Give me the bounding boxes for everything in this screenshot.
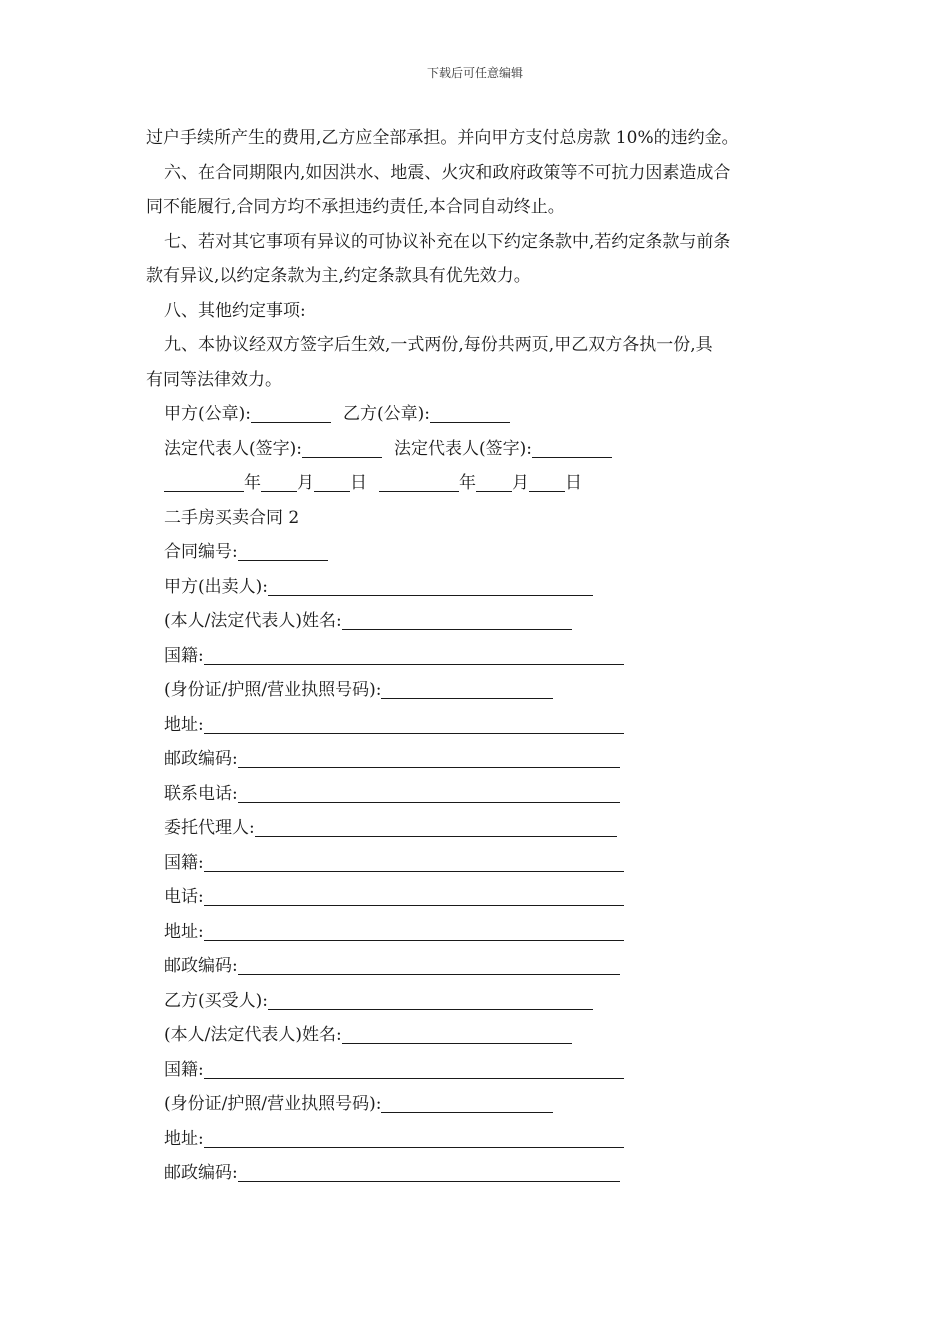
day-blank [529,469,565,492]
party-b-seal-blank [430,400,510,423]
rep-b-blank [532,435,612,458]
field-label: 地址: [164,714,204,735]
field-blank [238,780,620,803]
paragraph: 六、在合同期限内,如因洪水、地震、火灾和政府政策等不可抗力因素造成合 [164,162,731,183]
day-label: 日 [565,473,582,493]
field-label: (身份证/护照/营业执照号码): [164,680,382,700]
field-label: (本人/法定代表人)姓名: [164,611,342,631]
party-a-seal-blank [251,400,331,423]
field-row [146,639,810,674]
field-blank [268,987,593,1010]
year-label: 年 [459,473,476,493]
day-label: 日 [350,473,367,493]
field-blank [268,573,593,596]
rep-a-label: 法定代表人(签字): [164,438,302,459]
field-blank [204,1056,624,1079]
year-blank [379,469,459,492]
field-label: 地址: [164,1128,204,1149]
field-row [146,846,810,881]
field-label: 委托代理人: [164,818,255,838]
field-label: 邮政编码: [164,956,238,976]
field-blank [238,745,620,768]
contract-title: 二手房买卖合同 2 [164,507,300,528]
field-blank [255,814,617,837]
field-label: 合同编号: [164,542,238,562]
paragraph: 八、其他约定事项: [164,300,306,321]
party-a-seal-label: 甲方(公章): [164,404,251,424]
field-blank [381,1090,553,1113]
field-row [146,535,810,570]
paragraph: 款有异议,以约定条款为主,约定条款具有优先效力。 [146,266,531,286]
field-blank [238,952,620,975]
field-label: 邮政编码: [164,749,238,769]
rep-a-blank [302,435,382,458]
field-row [146,1018,810,1053]
field-row [146,570,810,605]
paragraph: 过户手续所产生的费用,乙方应全部承担。并向甲方支付总房款 10%的违约金。 [146,128,739,148]
field-blank [342,607,572,630]
year-blank [164,469,244,492]
field-row [146,915,810,950]
field-row [146,777,810,812]
month-blank [476,469,512,492]
field-label: 国籍: [164,1059,204,1080]
field-row [146,1053,810,1088]
field-label: 甲方(出卖人): [164,576,268,597]
field-row [146,673,810,708]
rep-b-label: 法定代表人(签字): [394,438,532,459]
field-label: 乙方(买受人): [164,990,268,1011]
field-blank [204,849,624,872]
field-blank [238,538,328,561]
field-row [146,811,810,846]
paragraph: 九、本协议经双方签字后生效,一式两份,每份共两页,甲乙双方各执一份,具 [164,335,713,355]
field-row [146,880,810,915]
field-label: (身份证/护照/营业执照号码): [164,1094,382,1114]
field-blank [204,711,624,734]
field-blank [238,1159,620,1182]
field-label: 国籍: [164,852,204,873]
field-row [146,708,810,743]
field-blank [204,642,624,665]
paragraph: 有同等法律效力。 [146,369,282,390]
field-label: 电话: [164,887,204,907]
field-row [146,949,810,984]
page-header: 下载后可任意编辑 [426,66,523,80]
paragraph: 同不能履行,合同方均不承担违约责任,本合同自动终止。 [146,197,565,217]
field-row [146,742,810,777]
seal-line [146,397,810,432]
day-blank [314,469,350,492]
party-b-seal-label: 乙方(公章): [343,404,430,424]
field-label: 联系电话: [164,783,238,804]
field-blank [204,883,624,906]
field-row [146,1122,810,1157]
field-blank [204,1125,624,1148]
document-body [146,121,810,1191]
month-label: 月 [297,473,314,493]
field-row [146,1087,810,1122]
month-blank [261,469,297,492]
paragraph: 七、若对其它事项有异议的可协议补充在以下约定条款中,若约定条款与前条 [164,231,731,252]
field-label: (本人/法定代表人)姓名: [164,1025,342,1045]
month-label: 月 [512,473,529,493]
field-label: 地址: [164,921,204,942]
year-label: 年 [244,473,261,493]
field-blank [381,676,553,699]
date-line [146,466,810,501]
field-row [146,604,810,639]
representative-line [146,432,810,467]
field-blank [204,918,624,941]
field-label: 国籍: [164,645,204,666]
field-label: 邮政编码: [164,1163,238,1183]
field-blank [342,1021,572,1044]
field-row [146,1156,810,1191]
field-row [146,984,810,1019]
